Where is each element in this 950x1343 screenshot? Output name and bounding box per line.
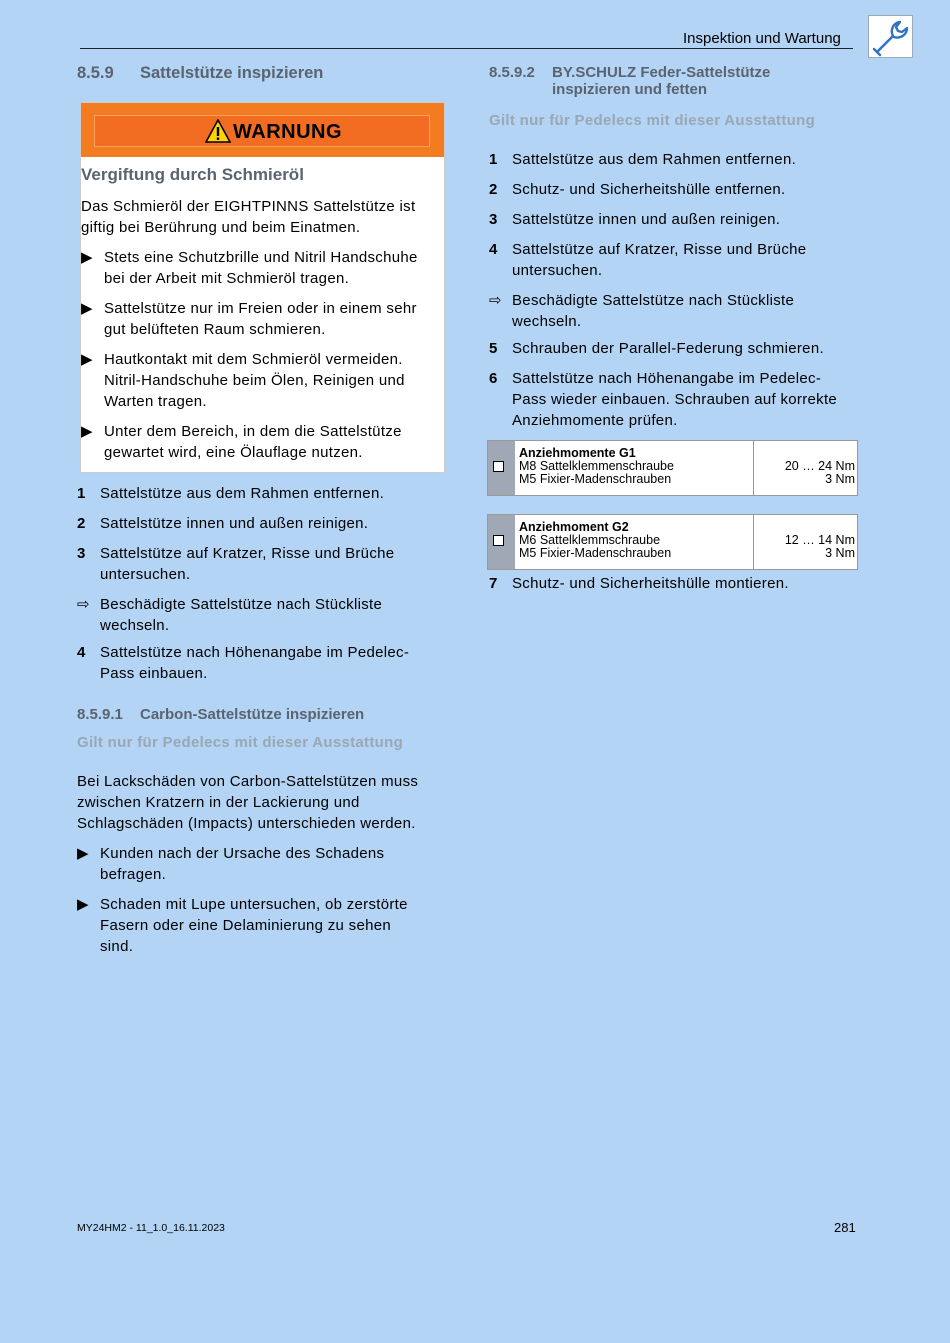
torque-table-g1: [487, 440, 858, 496]
bullet-arrow-icon: ▶: [81, 351, 93, 368]
subsection-heading: 8.5.9.1 Carbon-Sattelstütze inspizieren: [77, 706, 365, 723]
section-heading: [77, 64, 323, 83]
bullet-arrow-icon: ▶: [77, 845, 89, 862]
warning-band: [81, 103, 444, 157]
torque-labels: Anziehmomente G1 M8 Sattelklemmenschraube M5 Fixier-Madenschrauben: [519, 446, 674, 486]
bullet-arrow-icon: ▶: [77, 896, 89, 913]
bullet-arrow-icon: ▶: [81, 423, 93, 440]
torque-table-g2: [487, 514, 858, 570]
torque-labels: Anziehmoment G2 M6 Sattelklemmschraube M5 Fixier-Madenschrauben: [519, 520, 672, 560]
page-header-title: Inspektion und Wartung: [683, 30, 841, 47]
equipment-note: Gilt nur für Pedelecs mit dieser Ausstattung: [77, 734, 404, 751]
result-arrow-icon: ⇨: [489, 292, 502, 309]
checkbox-icon[interactable]: [493, 535, 504, 546]
warning-label: WARNUNG: [233, 121, 343, 143]
bullet-arrow-icon: ▶: [81, 300, 93, 317]
warning-intro: Das Schmieröl der EIGHTPINNS Sattelstütze ist giftig bei Berührung und beim Einatmen.: [81, 198, 416, 236]
checkbox-column: [488, 515, 515, 569]
checkbox-column: [488, 441, 515, 495]
step-number: 1: [77, 485, 86, 502]
warning-triangle-icon: [205, 119, 231, 143]
torque-values: 20 … 24 Nm 3 Nm: [784, 459, 855, 486]
result-arrow-icon: ⇨: [77, 596, 90, 613]
torque-values: 12 … 14 Nm 3 Nm: [784, 533, 855, 560]
warning-label-bar: [94, 115, 430, 147]
checkbox-icon[interactable]: [493, 461, 504, 472]
subsection-heading: 8.5.9.2 BY.SCHULZ Feder-Sattelstütze inspizieren und fetten: [489, 64, 771, 98]
footer-doc-id: MY24HM2 - 11_1.0_16.11.2023: [77, 1222, 225, 1234]
section-number: 8.5.9: [77, 64, 114, 82]
footer-page-number: 281: [834, 1220, 856, 1235]
wrench-icon: [868, 15, 913, 58]
step-number: 3: [77, 545, 86, 562]
step-number: 4: [77, 644, 86, 661]
bullet-arrow-icon: ▶: [81, 249, 93, 266]
equipment-note: Gilt nur für Pedelecs mit dieser Ausstattung: [489, 112, 816, 129]
section-title: Sattelstütze inspizieren: [140, 64, 324, 82]
header-rule: [80, 48, 853, 49]
paragraph: Bei Lackschäden von Carbon-Sattelstützen muss zwischen Kratzern in der Lackierung und Schlagschäden (Impacts) unterschieden werden.: [77, 773, 419, 832]
warning-box: WARNUNG Vergiftung durch Schmieröl Das Schmieröl der EIGHTPINNS Sattelstütze ist giftig bei Berührung und beim Einatmen. ▶ Stets eine Schutzbrille und Nitril Handschuhe bei der Arbeit mit Schmieröl tragen. ▶ Sattelstütze nur im Freien oder in einem sehr gut belüfteten Raum schmieren. ▶ Hautkontakt mit dem Schmieröl vermeiden. Nitril-Handschuhe beim Ölen, Reinigen und Warten tragen. ▶ Unter dem Bereich, in dem die Sattelstütze gewartet wird, eine Ölauflage nutzen.: [80, 102, 445, 473]
warning-heading: Vergiftung durch Schmieröl: [81, 165, 304, 184]
step-number: 2: [77, 515, 86, 532]
